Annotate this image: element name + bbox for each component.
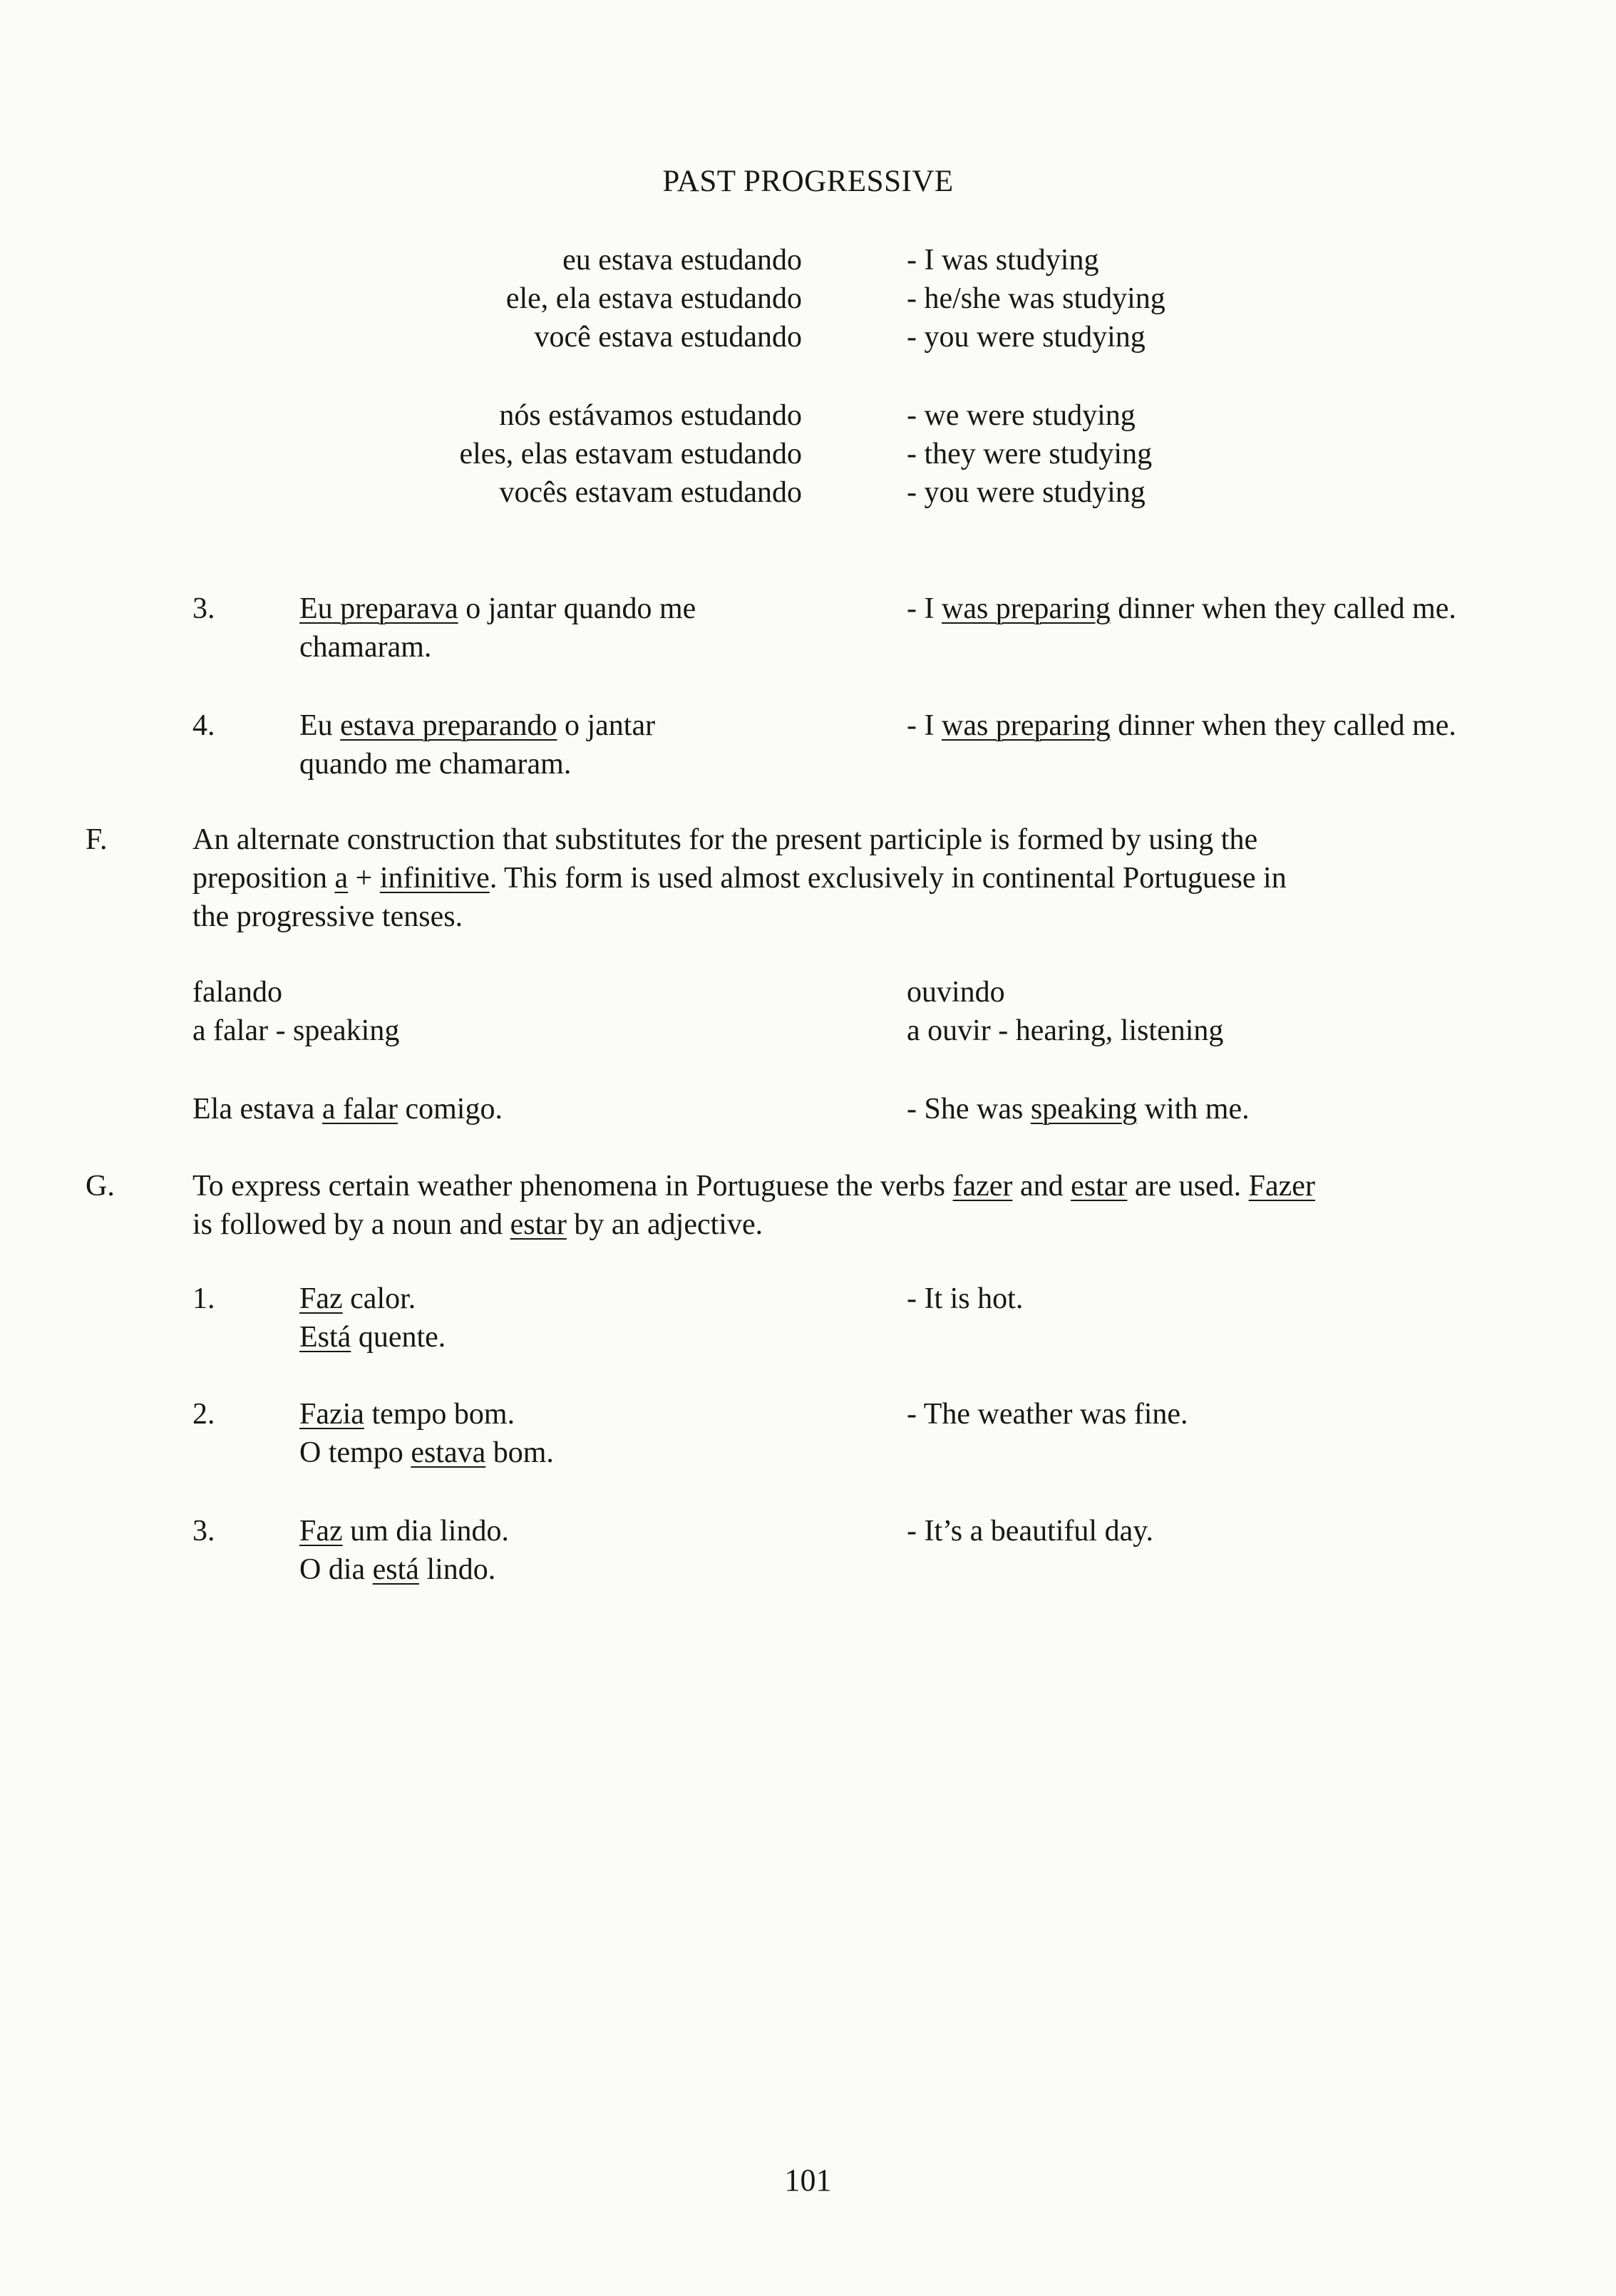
example-en: - I was preparing dinner when they called me.	[907, 592, 1456, 625]
item-number: 1.	[192, 1282, 215, 1315]
example-pt: O tempo estava bom.	[299, 1436, 554, 1469]
vocab-word: ouvindo	[907, 976, 1005, 1009]
vocab-word: a falar - speaking	[192, 1014, 400, 1047]
section-letter: G.	[86, 1170, 115, 1203]
conjugation-en: - he/she was studying	[907, 282, 1165, 315]
example-pt: Eu estava preparando o jantar	[299, 709, 656, 742]
conjugation-pt: eu estava estudando	[562, 244, 802, 277]
vocab-word: a ouvir - hearing, listening	[907, 1014, 1224, 1047]
paragraph-line: To express certain weather phenomena in Portuguese the verbs fazer and estar are used. Fazer	[192, 1170, 1315, 1203]
section-letter: F.	[86, 823, 108, 856]
example-en: - I was preparing dinner when they called me.	[907, 709, 1456, 742]
example-en: - It is hot.	[907, 1282, 1024, 1315]
example-pt: O dia está lindo.	[299, 1553, 496, 1586]
conjugation-en: - you were studying	[907, 476, 1146, 509]
conjugation-en: - they were studying	[907, 438, 1153, 470]
paragraph-line: An alternate construction that substitutes for the present participle is formed by using the	[192, 823, 1258, 856]
example-en: - The weather was fine.	[907, 1398, 1188, 1431]
conjugation-en: - you were studying	[907, 321, 1146, 354]
conjugation-pt: nós estávamos estudando	[499, 399, 802, 432]
conjugation-pt: vocês estavam estudando	[499, 476, 802, 509]
conjugation-pt: eles, elas estavam estudando	[459, 438, 802, 470]
conjugation-pt: ele, ela estava estudando	[505, 282, 802, 315]
item-number: 3.	[192, 1515, 215, 1548]
conjugation-pt: você estava estudando	[534, 321, 802, 354]
example-pt: Eu preparava o jantar quando me	[299, 592, 696, 625]
example-pt: quando me chamaram.	[299, 748, 572, 781]
page-number: 101	[784, 2163, 832, 2198]
example-en: - She was speaking with me.	[907, 1093, 1250, 1126]
example-pt: Ela estava a falar comigo.	[192, 1093, 503, 1126]
paragraph-line: preposition a + infinitive. This form is used almost exclusively in continental Portuguese in	[192, 862, 1287, 895]
paragraph-line: the progressive tenses.	[192, 900, 463, 933]
example-pt: Fazia tempo bom.	[299, 1398, 515, 1431]
conjugation-en: - we were studying	[907, 399, 1136, 432]
page-title: PAST PROGRESSIVE	[662, 165, 954, 198]
example-pt: Faz calor.	[299, 1282, 416, 1315]
example-pt: Está quente.	[299, 1321, 446, 1354]
conjugation-en: - I was studying	[907, 244, 1099, 277]
vocab-word: falando	[192, 976, 282, 1009]
example-pt: chamaram.	[299, 631, 432, 664]
item-number: 2.	[192, 1398, 215, 1431]
example-en: - It’s a beautiful day.	[907, 1515, 1153, 1548]
item-number: 3.	[192, 592, 215, 625]
item-number: 4.	[192, 709, 215, 742]
paragraph-line: is followed by a noun and estar by an adjective.	[192, 1208, 763, 1241]
example-pt: Faz um dia lindo.	[299, 1515, 509, 1548]
